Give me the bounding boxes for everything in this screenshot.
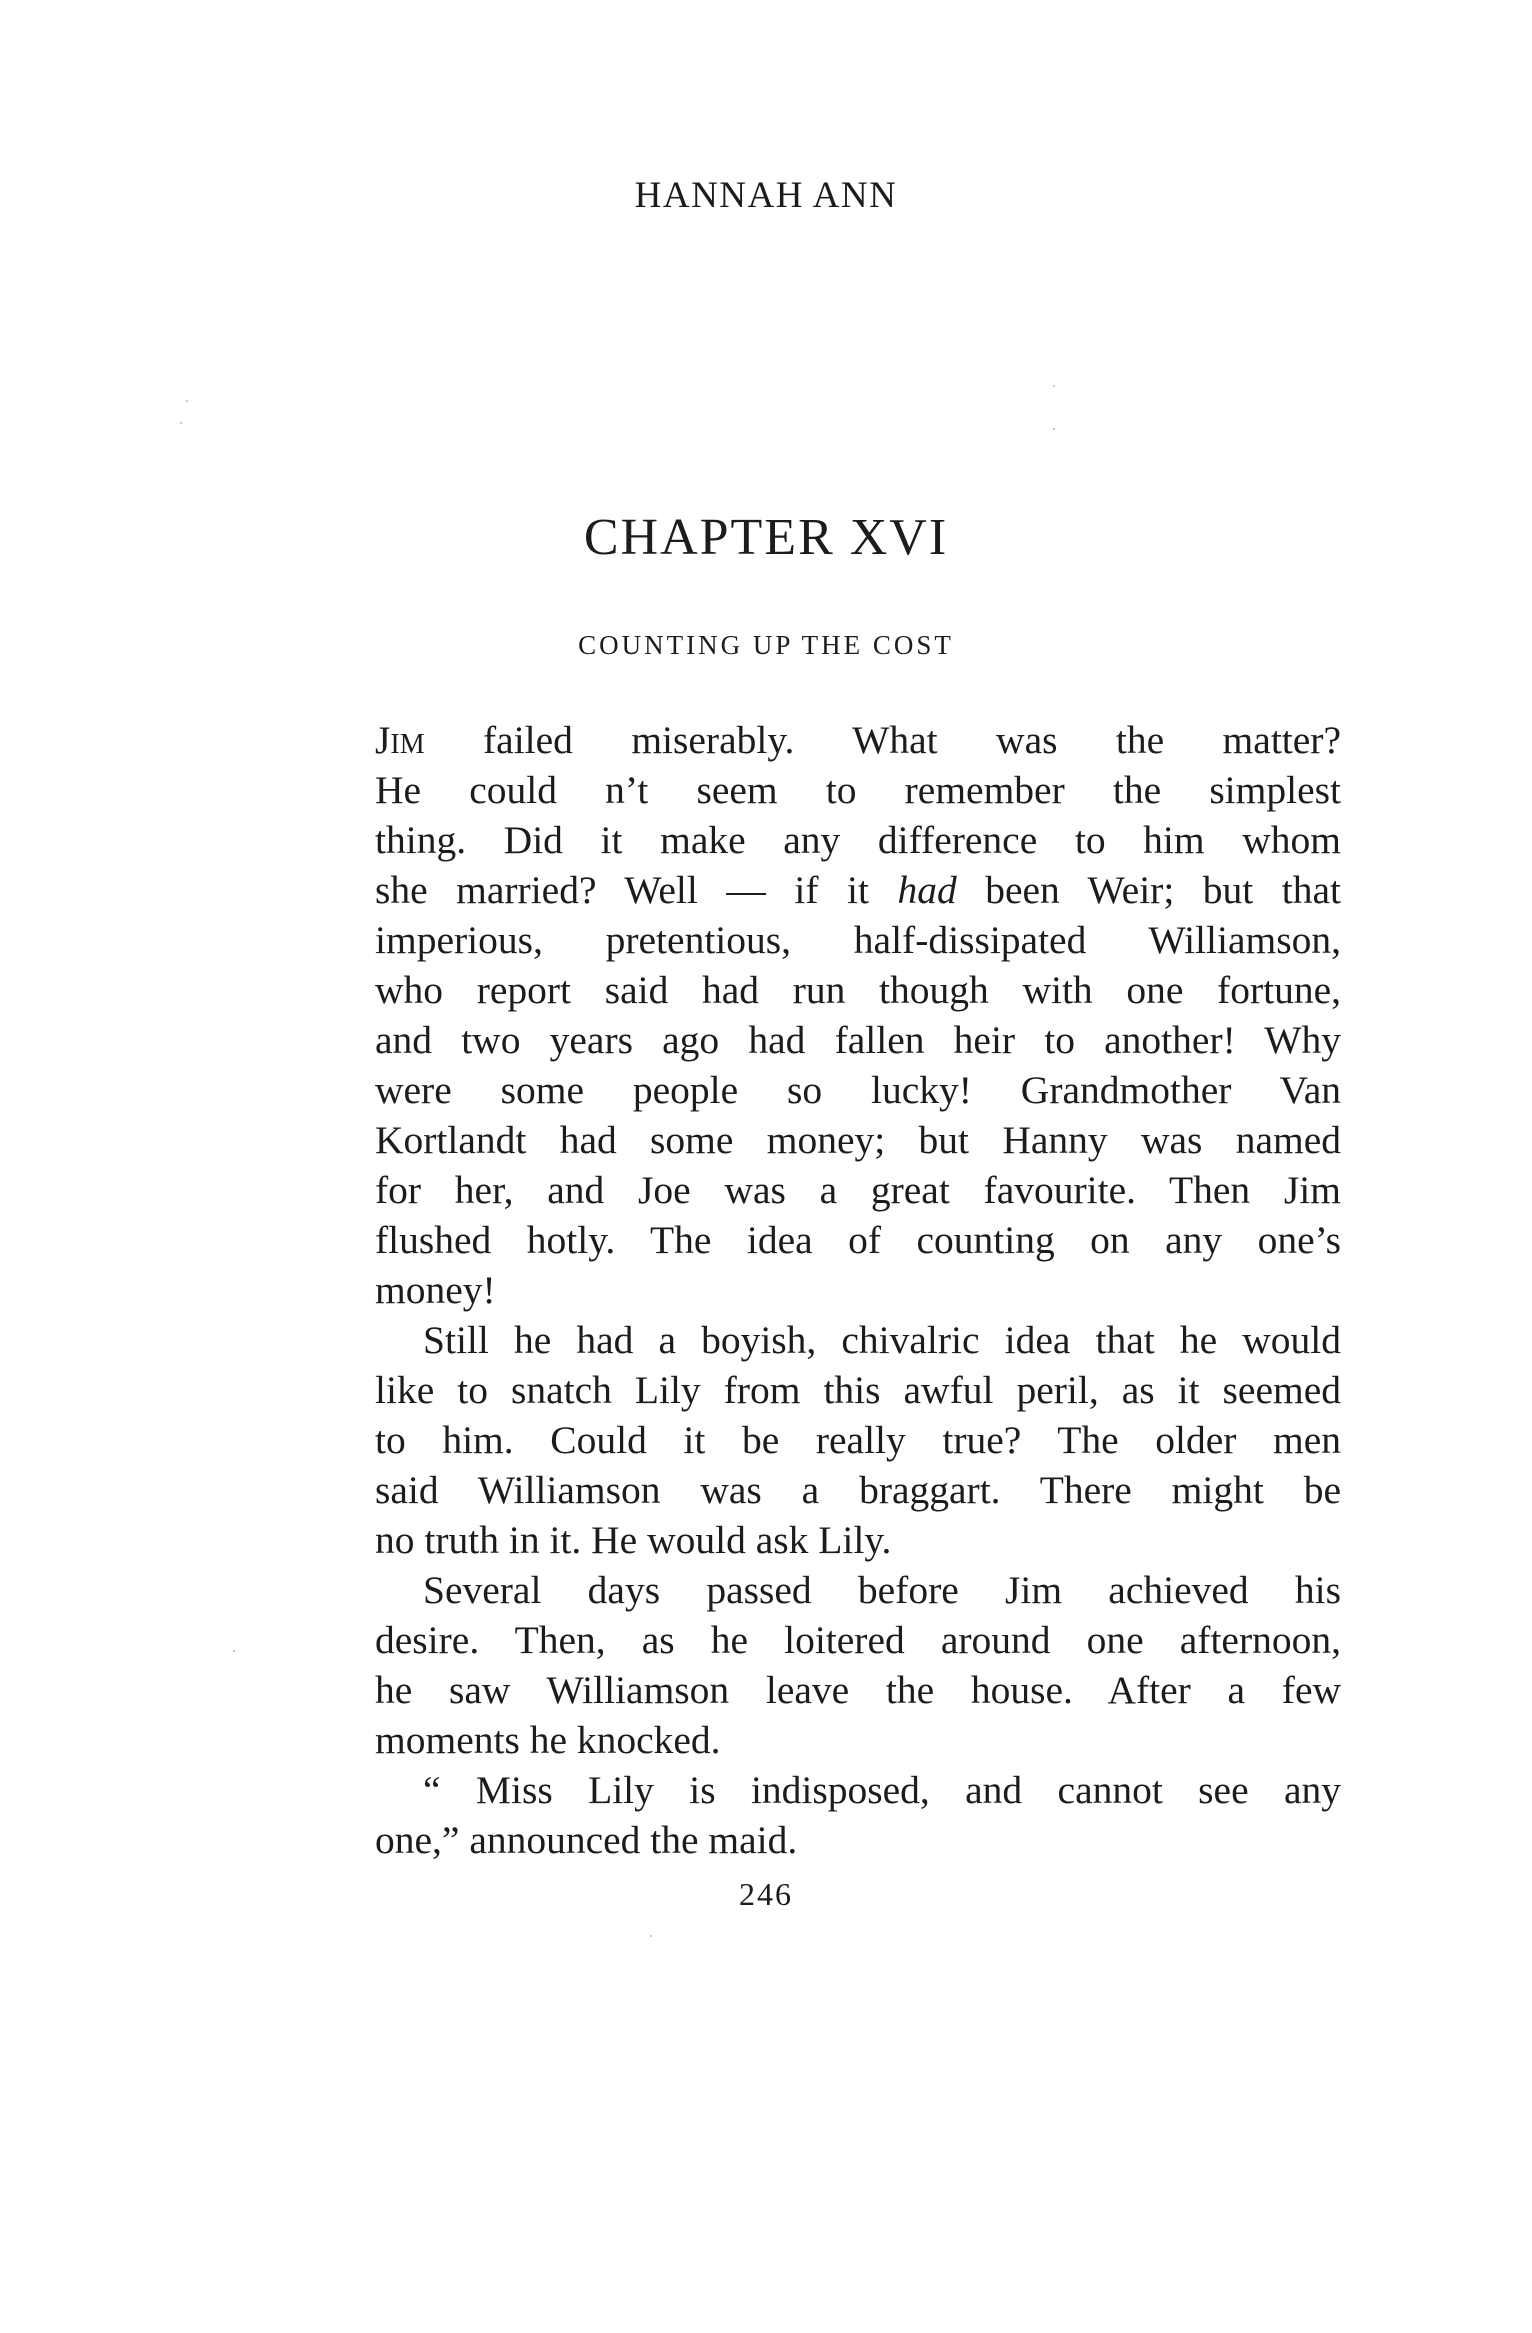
page-number: 246 <box>739 1876 793 1912</box>
running-head: HANNAH ANN <box>634 175 898 216</box>
emphasis: had <box>897 868 957 912</box>
paper-speck <box>180 422 182 424</box>
text-line: money! <box>375 1268 496 1312</box>
paper-speck <box>233 1650 235 1652</box>
text-line: who report said had run though with one fortune, <box>375 968 1341 1012</box>
text-line: He could n’t seem to remember the simplest <box>375 768 1341 812</box>
chapter-subtitle: COUNTING UP THE COST <box>578 630 954 660</box>
text-line: he saw Williamson leave the house. After a few <box>375 1668 1341 1712</box>
paper-speck <box>1053 428 1055 430</box>
drop-word: Jim <box>375 718 425 762</box>
text-line: imperious, pretentious, half-dissipated Williamson, <box>375 918 1341 962</box>
text-line: she married? Well — if it had been Weir; but that <box>375 868 1341 912</box>
text-line: “ Miss Lily is indisposed, and cannot see any <box>423 1768 1341 1812</box>
text-line: were some people so lucky! Grandmother Van <box>375 1068 1341 1112</box>
text-line: flushed hotly. The idea of counting on any one’s <box>375 1218 1341 1262</box>
text-line: and two years ago had fallen heir to another! Why <box>375 1018 1341 1062</box>
text-line: Still he had a boyish, chivalric idea that he would <box>423 1318 1341 1362</box>
text-line: desire. Then, as he loitered around one afternoon, <box>375 1618 1341 1662</box>
body-text <box>375 715 1341 1865</box>
text-line: like to snatch Lily from this awful peril, as it seemed <box>375 1368 1341 1412</box>
text-line: said Williamson was a braggart. There might be <box>375 1468 1341 1512</box>
text-line: to him. Could it be really true? The older men <box>375 1418 1341 1462</box>
text-line: Jim failed miserably. What was the matter? <box>375 718 1341 762</box>
text-line: thing. Did it make any difference to him whom <box>375 818 1341 862</box>
chapter-title: CHAPTER XVI <box>583 509 949 566</box>
text-line: for her, and Joe was a great favourite. Then Jim <box>375 1168 1341 1212</box>
text-line: one,” announced the maid. <box>375 1818 798 1862</box>
text-line: no truth in it. He would ask Lily. <box>375 1518 892 1562</box>
paper-speck <box>650 1935 652 1937</box>
paper-speck <box>186 400 188 402</box>
text-line: moments he knocked. <box>375 1718 721 1762</box>
text-line: Several days passed before Jim achieved his <box>423 1568 1341 1612</box>
text-line: Kortlandt had some money; but Hanny was named <box>375 1118 1341 1162</box>
paper-speck <box>1053 385 1055 387</box>
